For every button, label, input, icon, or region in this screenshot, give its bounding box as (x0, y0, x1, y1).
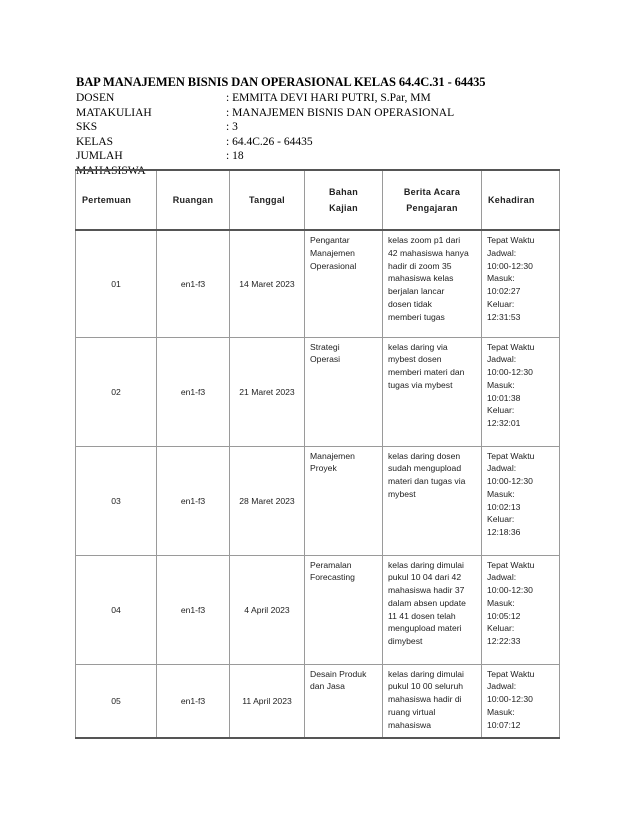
cell-pertemuan: 01 (76, 230, 157, 337)
cell-bahan-kajian (305, 230, 383, 337)
text-line: 10:00-12:30 (487, 585, 533, 596)
cell-pertemuan: 05 (76, 664, 157, 738)
text-line: Proyek (310, 463, 337, 474)
table-row (76, 230, 560, 337)
cell-kehadiran (482, 337, 560, 446)
text-line: 10:00-12:30 (487, 367, 533, 378)
text-line: Masuk: (487, 273, 515, 284)
meta-label: DOSEN (76, 92, 115, 104)
text-line: 10:02:13 (487, 501, 521, 512)
text-line: mahasiswa hadir 37 (388, 585, 465, 596)
cell-kehadiran (482, 230, 560, 337)
text-line: 10:05:12 (487, 610, 521, 621)
text-line: Tepat Waktu (487, 450, 535, 461)
table-header-row (76, 170, 560, 230)
text-line: Strategi (310, 341, 340, 352)
text-line: dosen tidak (388, 298, 432, 309)
text-line: kelas zoom p1 dari (388, 235, 461, 245)
cell-bahan-kajian (305, 664, 383, 738)
meta-value: : MANAJEMEN BISNIS DAN OPERASIONAL (226, 106, 455, 119)
cell-ruangan: en1-f3 (157, 664, 230, 738)
text-line: Jadwal: (487, 247, 517, 258)
cell-kehadiran (482, 555, 560, 664)
cell-kehadiran (482, 446, 560, 555)
text-line: mahasiswa hadir di (388, 694, 462, 705)
text-line: berjalan lancar (388, 286, 445, 297)
text-line: Keluar: (487, 298, 515, 309)
text-line: Masuk: (487, 488, 515, 499)
text-line: Tepat Waktu (487, 559, 535, 570)
meta-value: : 18 (226, 150, 244, 163)
text-line: 12:32:01 (487, 418, 521, 429)
text-line: Jadwal: (487, 463, 517, 474)
header-berita-line-2: Pengajaran (406, 203, 458, 213)
text-line: Manajemen (310, 450, 355, 461)
text-line: Forecasting (310, 572, 355, 583)
cell-berita-acara (383, 664, 482, 738)
text-line: dimybest (388, 636, 423, 647)
meta-label: SKS (76, 121, 98, 134)
text-line: kelas daring dosen (388, 450, 461, 461)
text-line: 11 41 dosen telah (388, 610, 456, 621)
text-line: Desain Produk (310, 668, 367, 679)
text-line: Keluar: (487, 514, 515, 525)
cell-pertemuan: 02 (76, 337, 157, 446)
text-line: Tepat Waktu (487, 341, 535, 352)
table-row (76, 555, 560, 664)
cell-tanggal: 21 Maret 2023 (230, 337, 305, 446)
table-row (76, 446, 560, 555)
cell-berita-acara (383, 446, 482, 555)
cell-ruangan: en1-f3 (157, 337, 230, 446)
text-line: 10:00-12:30 (487, 260, 533, 271)
text-line: 10:01:38 (487, 392, 521, 403)
text-line: sudah mengupload (388, 463, 462, 474)
text-line: kelas daring via (388, 341, 448, 352)
cell-bahan-kajian (305, 446, 383, 555)
text-line: 42 mahasiswa hanya (388, 247, 469, 258)
text-line: Masuk: (487, 379, 515, 390)
meta-value: : 3 (226, 121, 238, 134)
cell-tanggal: 11 April 2023 (230, 664, 305, 738)
text-line: ruang virtual (388, 706, 436, 717)
text-line: Manajemen (310, 247, 355, 258)
text-line: mahasiswa kelas (388, 273, 454, 284)
text-line: Keluar: (487, 623, 515, 634)
text-line: Pengantar (310, 235, 350, 245)
text-line: dan Jasa (310, 681, 345, 692)
text-line: hadir di zoom 35 (388, 260, 452, 271)
header-berita-acara (383, 170, 482, 230)
header-tanggal: Tanggal (230, 170, 305, 230)
text-line: mybest (388, 488, 416, 499)
meta-value: : 64.4C.26 - 64435 (226, 135, 313, 148)
attendance-table (75, 169, 560, 739)
header-ruangan: Ruangan (157, 170, 230, 230)
text-line: 12:18:36 (487, 527, 521, 538)
text-line: Masuk: (487, 706, 515, 717)
cell-bahan-kajian (305, 337, 383, 446)
cell-ruangan: en1-f3 (157, 446, 230, 555)
header-pertemuan: Pertemuan (76, 170, 157, 230)
text-line: mahasiswa (388, 719, 431, 730)
cell-kehadiran (482, 664, 560, 738)
text-line: Tepat Waktu (487, 235, 535, 245)
text-line: Jadwal: (487, 681, 517, 692)
cell-ruangan: en1-f3 (157, 230, 230, 337)
table-row (76, 664, 560, 738)
header-bahan-kajian (305, 170, 383, 230)
text-line: 10:00-12:30 (487, 694, 533, 705)
meta-label: MATAKULIAH (76, 106, 152, 119)
text-line: dalam absen update (388, 597, 466, 608)
table-row (76, 337, 560, 446)
text-line: memberi materi dan (388, 367, 465, 378)
header-bahan-line-2: Kajian (329, 203, 358, 213)
text-line: Tepat Waktu (487, 668, 535, 679)
text-line: memberi tugas (388, 311, 445, 322)
text-line: Peramalan (310, 559, 352, 570)
text-line: mybest dosen (388, 354, 442, 365)
text-line: Operasi (310, 354, 341, 365)
text-line: pukul 10 00 seluruh (388, 681, 464, 692)
header-berita-line-1: Berita Acara (403, 187, 461, 197)
cell-berita-acara (383, 230, 482, 337)
text-line: 10:00-12:30 (487, 476, 533, 487)
text-line: Jadwal: (487, 354, 517, 365)
text-line: 10:02:27 (487, 286, 521, 297)
document-title: BAP MANAJEMEN BISNIS DAN OPERASIONAL KELAS 64.4C.31 - 64435 (76, 75, 486, 89)
text-line: kelas daring dimulai (388, 559, 464, 570)
cell-berita-acara (383, 337, 482, 446)
meta-label: JUMLAH MAHASISWA (76, 150, 146, 177)
text-line: tugas via mybest (388, 379, 453, 390)
text-line: Keluar: (487, 405, 515, 416)
cell-tanggal: 28 Maret 2023 (230, 446, 305, 555)
header-bahan-line-1: Bahan (328, 187, 358, 197)
cell-berita-acara (383, 555, 482, 664)
text-line: mengupload materi (388, 623, 462, 634)
cell-pertemuan: 04 (76, 555, 157, 664)
cell-bahan-kajian (305, 555, 383, 664)
meta-label: KELAS (76, 135, 114, 148)
cell-pertemuan: 03 (76, 446, 157, 555)
text-line: 12:31:53 (487, 311, 521, 322)
text-line: materi dan tugas via (388, 476, 466, 487)
cell-tanggal: 14 Maret 2023 (230, 230, 305, 337)
text-line: Jadwal: (487, 572, 517, 583)
text-line: Masuk: (487, 597, 515, 608)
meta-value: : EMMITA DEVI HARI PUTRI, S.Par, MM (226, 92, 431, 104)
text-line: pukul 10 04 dari 42 (388, 572, 462, 583)
text-line: Operasional (310, 260, 357, 271)
cell-tanggal: 4 April 2023 (230, 555, 305, 664)
header-kehadiran: Kehadiran (482, 170, 560, 230)
text-line: 10:07:12 (487, 719, 521, 730)
cell-ruangan: en1-f3 (157, 555, 230, 664)
text-line: 12:22:33 (487, 636, 521, 647)
text-line: kelas daring dimulai (388, 668, 464, 679)
